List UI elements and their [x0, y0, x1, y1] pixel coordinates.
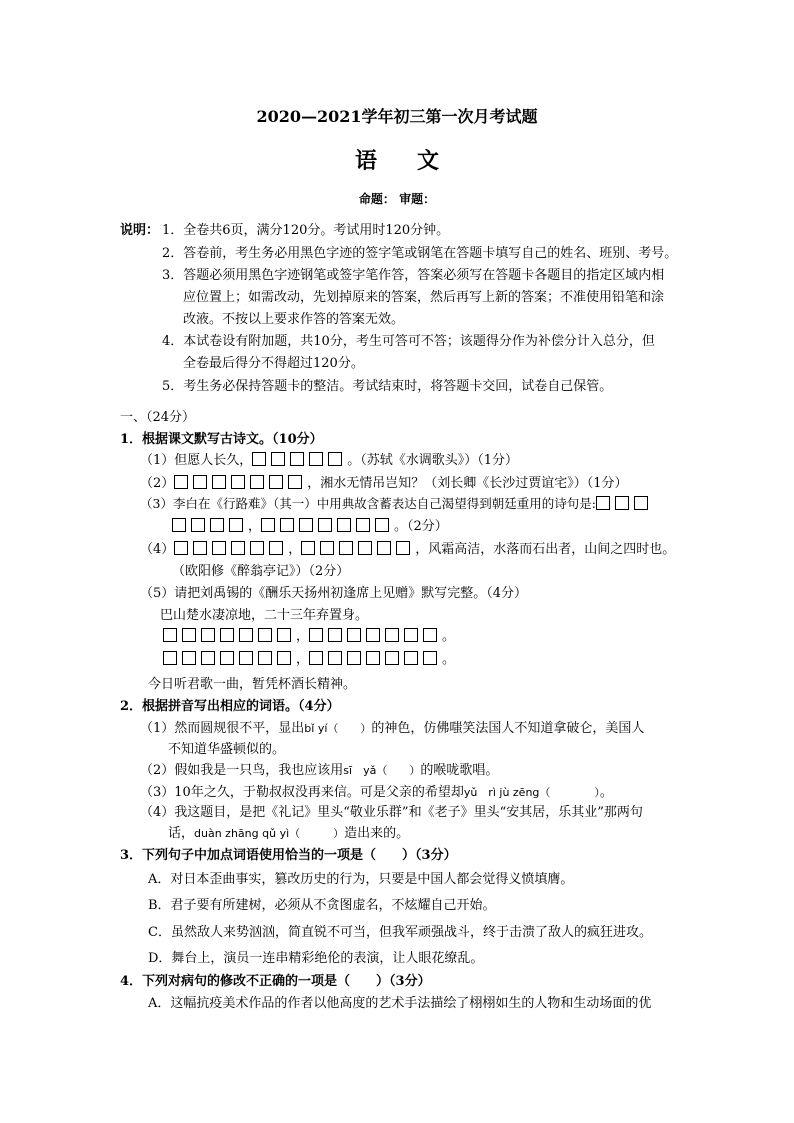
answer-box[interactable]	[347, 651, 361, 665]
q2-item-3-text: （3）10年之久，于勒叔叔没再来信。可是父亲的希望却	[140, 785, 464, 800]
answer-box[interactable]	[299, 518, 313, 532]
question-4-title: 4．下列对病句的修改不正确的一项是（ ）（3分）	[120, 974, 431, 989]
q1-part-3-sep: ，	[248, 519, 262, 534]
answer-box[interactable]	[182, 628, 196, 642]
answer-box[interactable]	[212, 541, 226, 555]
answer-box[interactable]	[596, 496, 610, 510]
q2-item-2	[140, 762, 498, 780]
q1-part-2-suffix: ，湘水无情吊岂知？（刘长卿《长沙过贾谊宅》）（1分）	[307, 476, 628, 491]
q1-part-4-suffix: ，风霜高洁，水落而石出者，山间之四时也。	[415, 542, 676, 557]
instruction-item: 1．全卷共6页，满分120分。考试用时120分钟。	[162, 223, 450, 238]
pinyin-blank[interactable]: yǔ rì jù zēng（ ）	[463, 786, 600, 799]
pinyin-blank[interactable]: sī yǎ（ ）	[343, 764, 421, 777]
instruction-item: 4．本试卷设有附加题，共10分，考生可答可不答；该题得分作为补偿分计入总分，但	[162, 334, 655, 349]
q1-part-5-line-1: 巴山楚水凄凉地，二十三年弃置身。	[160, 608, 369, 623]
answer-box[interactable]	[328, 651, 342, 665]
answer-box[interactable]	[269, 541, 283, 555]
answer-box[interactable]	[201, 628, 215, 642]
answer-box[interactable]	[182, 651, 196, 665]
instruction-item: 3．答题必须用黑色字迹钢笔或签字笔作答，答案必须写在答题卡各题目的指定区域内相	[162, 268, 665, 283]
pinyin-blank[interactable]: duàn zhāng qǔ yì（ ）	[194, 827, 345, 840]
answer-box[interactable]	[172, 518, 186, 532]
answer-box[interactable]	[404, 628, 418, 642]
q1-part-1-prefix: （1）但愿人长久，	[140, 453, 253, 468]
section-heading: 一、（24分）	[120, 410, 196, 425]
q1-part-3-end: 。（2分）	[394, 519, 448, 534]
answer-box[interactable]	[301, 541, 315, 555]
answer-box[interactable]	[318, 518, 332, 532]
question-3-title: 3．下列句子中加点词语使用恰当的一项是（ ）（3分）	[120, 848, 457, 863]
answer-box[interactable]	[347, 628, 361, 642]
line-sep: ，	[296, 629, 310, 644]
answer-box[interactable]	[366, 628, 380, 642]
answer-box[interactable]	[258, 628, 272, 642]
q2-item-4-text-b: 话，	[168, 826, 195, 841]
answer-box[interactable]	[615, 496, 629, 510]
answer-box[interactable]	[212, 475, 226, 489]
q2-item-2-text-b: 的喉咙歌唱。	[420, 763, 499, 778]
answer-box[interactable]	[309, 452, 323, 466]
q2-item-4-text-c: 造出来的。	[344, 826, 410, 841]
instruction-item: 5．考生务必保持答题卡的整洁。考试结束时，将答题卡交回，试卷自己保管。	[162, 379, 613, 394]
answer-box[interactable]	[290, 452, 304, 466]
answer-box[interactable]	[269, 475, 283, 489]
q1-part-3-text: （3）李白在《行路难》（其一）中用典故含蓄表达自己渴望得到朝廷重用的诗句是:	[140, 496, 596, 511]
q2-item-1-cont: 不知道华盛顿似的。	[168, 742, 286, 757]
answer-box[interactable]	[339, 541, 353, 555]
answer-box[interactable]	[193, 475, 207, 489]
answer-box[interactable]	[210, 518, 224, 532]
q2-item-1-text-b: 的神色，仿佛嗤笑法国人不知道拿破仑，美国人	[371, 721, 645, 736]
q1-part-3-cont	[172, 518, 448, 536]
q3-option-c[interactable]: C．虽然敌人来势汹汹，简直锐不可当，但我军顽强战斗，终于击溃了敌人的疯狂进攻。	[148, 925, 652, 940]
q1-part-4-prefix: （4）	[140, 542, 175, 557]
subject-title: 语文	[354, 148, 479, 174]
q4-option-a[interactable]: A．这幅抗疫美术作品的作者以他高度的艺术手法描绘了栩栩如生的人物和生动场面的优	[148, 996, 652, 1011]
pinyin-blank[interactable]: bǐ yí（ ）	[304, 722, 372, 735]
instruction-item: 改液。不按以上要求作答的答案无效。	[183, 312, 405, 327]
answer-box[interactable]	[271, 452, 285, 466]
answer-box[interactable]	[309, 628, 323, 642]
q3-option-b[interactable]: B．君子要有所建树，必须从不贪图虚名，不炫耀自己开始。	[148, 898, 496, 913]
q1-part-2-prefix: （2）	[140, 476, 175, 491]
answer-box[interactable]	[404, 651, 418, 665]
answer-box[interactable]	[396, 541, 410, 555]
line-end: 。	[442, 629, 456, 644]
answer-box[interactable]	[277, 651, 291, 665]
q2-item-2-text: （2）假如我是一只鸟，我也应该用	[140, 763, 344, 778]
answer-box[interactable]	[193, 541, 207, 555]
q1-part-1-suffix: 。（苏轼《水调歌头》）（1分）	[347, 453, 519, 468]
q2-item-1-text: （1）然而圆规很不平，显出	[140, 721, 305, 736]
q1-part-4	[140, 541, 675, 559]
q1-part-5: （5）请把刘禹锡的《酬乐天扬州初逢席上见赠》默写完整。（4分）	[140, 586, 528, 601]
answer-box[interactable]	[320, 541, 334, 555]
answer-box[interactable]	[191, 518, 205, 532]
answer-box[interactable]	[252, 452, 266, 466]
answer-box[interactable]	[634, 496, 648, 510]
answer-box[interactable]	[309, 651, 323, 665]
answer-box[interactable]	[366, 651, 380, 665]
answer-box[interactable]	[250, 475, 264, 489]
question-2-title: 2．根据拼音写出相应的词语。（4分）	[120, 699, 340, 714]
q3-option-a[interactable]: A．对日本歪曲事实，篡改历史的行为，只要是中国人都会觉得义愤填膺。	[148, 872, 574, 887]
answer-box[interactable]	[163, 651, 177, 665]
answer-box[interactable]	[423, 651, 437, 665]
q1-part-3	[140, 495, 653, 513]
q1-part-5-line-4: 今日听君歌一曲，暂凭杯酒长精神。	[148, 677, 357, 692]
answer-box[interactable]	[220, 651, 234, 665]
answer-box[interactable]	[358, 541, 372, 555]
instruction-item: 全卷最后得分不得超过120分。	[183, 356, 364, 371]
line-sep: ，	[296, 652, 310, 667]
q2-item-3-text-b: 。	[599, 785, 613, 800]
answer-box[interactable]	[231, 541, 245, 555]
answer-box[interactable]	[239, 651, 253, 665]
answer-box[interactable]	[328, 628, 342, 642]
q1-part-5-line-3	[163, 651, 455, 669]
q3-option-d[interactable]: D．舞台上，演员一连串精彩绝伦的表演，让人眼花缭乱。	[148, 951, 484, 966]
q1-part-4-sep: ，	[288, 542, 302, 557]
answer-box[interactable]	[337, 518, 351, 532]
answer-box[interactable]	[250, 541, 264, 555]
instructions-label: 说明：	[120, 223, 160, 238]
answer-box[interactable]	[231, 475, 245, 489]
author-line: 命题： 审题：	[358, 192, 436, 206]
answer-box[interactable]	[385, 628, 399, 642]
answer-box[interactable]	[356, 518, 370, 532]
q1-part-2	[140, 475, 628, 493]
answer-box[interactable]	[229, 518, 243, 532]
instruction-item: 2．答卷前，考生务必用黑色字迹的签字笔或钢笔在答题卡填写自己的姓名、班别、考号。	[162, 246, 678, 261]
answer-box[interactable]	[277, 628, 291, 642]
answer-box[interactable]	[163, 628, 177, 642]
line-end: 。	[442, 652, 456, 667]
q2-item-1	[140, 720, 644, 738]
answer-box[interactable]	[174, 475, 188, 489]
answer-box[interactable]	[258, 651, 272, 665]
answer-box[interactable]	[288, 475, 302, 489]
instruction-item: 应位置上；如需改动，先划掉原来的答案，然后再写上新的答案；不准使用铅笔和涂	[183, 290, 665, 305]
answer-box[interactable]	[385, 651, 399, 665]
q1-part-4-source: （欧阳修《醉翁亭记》）（2分）	[172, 564, 350, 579]
answer-box[interactable]	[375, 518, 389, 532]
q2-item-4-cont	[168, 825, 409, 843]
q2-item-3	[140, 784, 613, 802]
answer-box[interactable]	[261, 518, 275, 532]
answer-box[interactable]	[280, 518, 294, 532]
q1-part-5-line-2	[163, 628, 455, 646]
q2-item-4: （4）我这题目，是把《礼记》里头“敬业乐群”和《老子》里头“安其居，乐其业”那两句	[140, 805, 643, 820]
exam-title: 2020—2021学年初三第一次月考试题	[256, 107, 538, 126]
answer-box[interactable]	[220, 628, 234, 642]
question-1-title: 1．根据课文默写古诗文。（10分）	[120, 432, 323, 447]
answer-box[interactable]	[239, 628, 253, 642]
answer-box[interactable]	[377, 541, 391, 555]
answer-box[interactable]	[174, 541, 188, 555]
answer-box[interactable]	[328, 452, 342, 466]
answer-box[interactable]	[201, 651, 215, 665]
answer-box[interactable]	[423, 628, 437, 642]
q1-part-1	[140, 452, 518, 470]
